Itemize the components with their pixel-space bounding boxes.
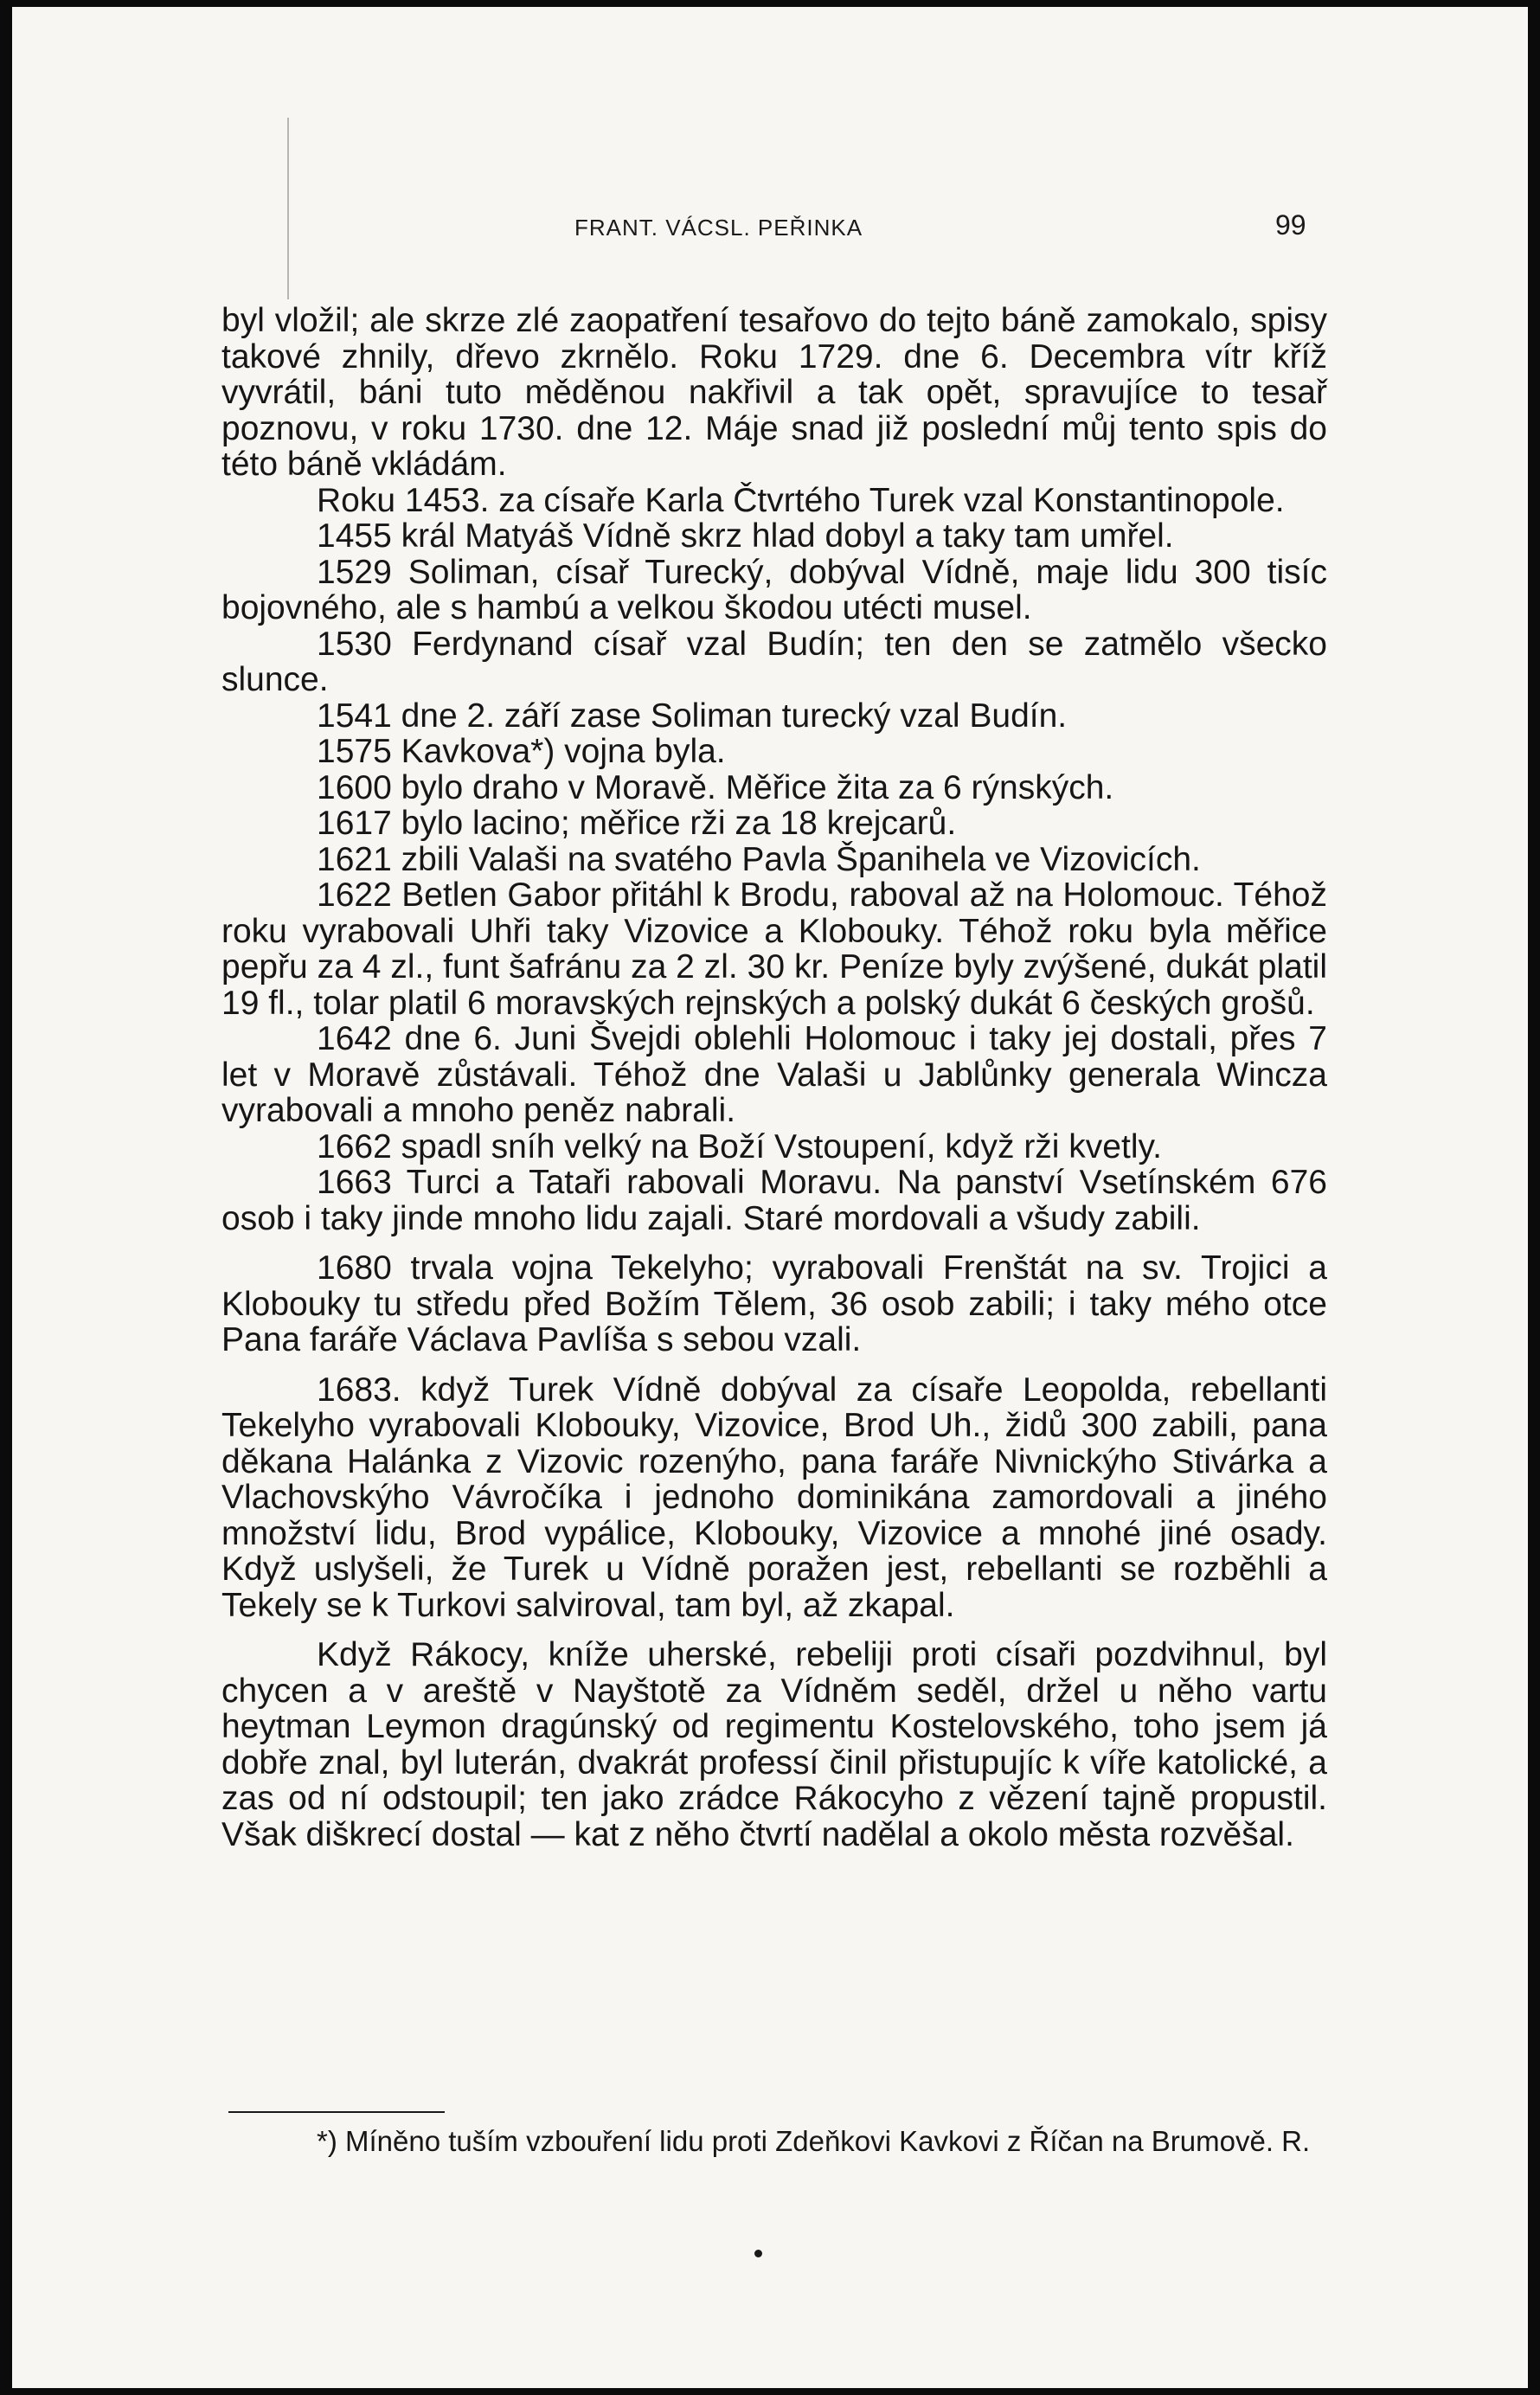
- paragraph: 1642 dne 6. Juni Švejdi oblehli Holomouc i taky jej dostali, přes 7 let v Moravě zůstávali. Téhož dne Valaši u Jablůnky generala Wincza vyrabovali a mnoho peněz nabrali.: [221, 1020, 1327, 1129]
- page-header: [12, 204, 1528, 256]
- paragraph: Když Rákocy, kníže uherské, rebeliji proti císaři pozdvihnul, byl chycen a v areště v Nayštotě za Vídněm seděl, držel u něho vartu heytman Leymon dragúnský od regimentu Kostelovského, toho jsem já dobře znal, byl luterán, dvakrát professí činil přistupujíc k víře katolické, a zas od ní odstoupil; ten jako zrádce Rákocyho z vězení tajně propustil. Však diškrecí dostal — kat z něho čtvrtí nadělal a okolo města rozvěšal.: [221, 1636, 1327, 1853]
- paragraph: 1663 Turci a Tataři rabovali Moravu. Na panství Vsetínském 676 osob i taky jinde mnoho lidu zajali. Staré mordovali a všudy zabili.: [221, 1164, 1327, 1237]
- paragraph: 1530 Ferdynand císař vzal Budín; ten den se zatmělo všecko slunce.: [221, 625, 1327, 698]
- paragraph: 1575 Kavkova*) vojna byla.: [317, 733, 726, 770]
- paragraph: 1529 Soliman, císař Turecký, dobýval Vídně, maje lidu 300 tisíc bojovného, ale s hambú a velkou škodou utécti musel.: [221, 553, 1327, 626]
- paragraph: 1683. když Turek Vídně dobýval za císaře Leopolda, rebellanti Tekelyho vyrabovali Klobouky, Vizovice, Brod Uh., židů 300 zabili, pana děkana Halánka z Vizovic rozenýho, pana faráře Nivnickýho Stivárka a Vlachovskýho Vávročíka i jednoho dominikána zamordovali a jiného množství lidu, Brod vypálice, Klobouky, Vizovice a mnohé jiné osady. Když uslyšeli, že Turek u Vídně poražen jest, rebellanti se rozběhli a Tekely se k Turkovi salviroval, tam byl, až zkapal.: [221, 1371, 1327, 1624]
- footnote-rule: [228, 2111, 445, 2113]
- page-number: 99: [1275, 209, 1306, 241]
- ink-speck: [754, 2250, 762, 2257]
- paragraph: 1662 spadl sníh velký na Boží Vstoupení, když rži kvetly.: [317, 1127, 1162, 1165]
- paragraph: 1680 trvala vojna Tekelyho; vyrabovali Frenštát na sv. Trojici a Klobouky tu středu před Božím Tělem, 36 osob zabili; i taky mého otce Pana faráře Václava Pavlíša s sebou vzali.: [221, 1249, 1327, 1358]
- paragraph: Roku 1453. za císaře Karla Čtvrtého Turek vzal Konstantinopole.: [317, 481, 1285, 519]
- book-page: [12, 7, 1528, 2388]
- paragraph: byl vložil; ale skrze zlé zaopatření tesařovo do tejto báně zamokalo, spisy takové zhnily, dřevo zkrnělo. Roku 1729. dne 6. Decembra vítr kříž vyvrátil, báni tuto měděnou nakřivil a tak opět, spravujíce to tesař poznovu, v roku 1730. dne 12. Máje snad již poslední můj tento spis do této báně vkládám.: [221, 302, 1327, 483]
- paragraph: 1455 král Matyáš Vídně skrz hlad dobyl a taky tam umřel.: [317, 517, 1174, 555]
- running-head: FRANT. VÁCSL. PEŘINKA: [574, 215, 863, 241]
- footnote: *) Míněno tuším vzbouření lidu proti Zdeňkovi Kavkovi z Říčan na Brumově. R.: [317, 2125, 1311, 2157]
- paragraph: 1600 bylo draho v Moravě. Měřice žita za 6 rýnských.: [317, 768, 1114, 806]
- body-text: [221, 303, 1327, 1852]
- paragraph: 1622 Betlen Gabor přitáhl k Brodu, raboval až na Holomouc. Téhož roku vyrabovali Uhři taky Vizovice a Klobouky. Téhož roku byla měřice pepřu za 4 zl., funt šafránu za 2 zl. 30 kr. Peníze byly zvýšené, dukát platil 19 fl., tolar platil 6 moravských rejnských a polský dukát 6 českých grošů.: [221, 876, 1327, 1022]
- paragraph: 1617 bylo lacino; měřice rži za 18 krejcarů.: [317, 805, 957, 842]
- paragraph: 1621 zbili Valaši na svatého Pavla Španihela ve Vizovicích.: [317, 840, 1201, 878]
- paragraph: 1541 dne 2. září zase Soliman turecký vzal Budín.: [317, 697, 1068, 735]
